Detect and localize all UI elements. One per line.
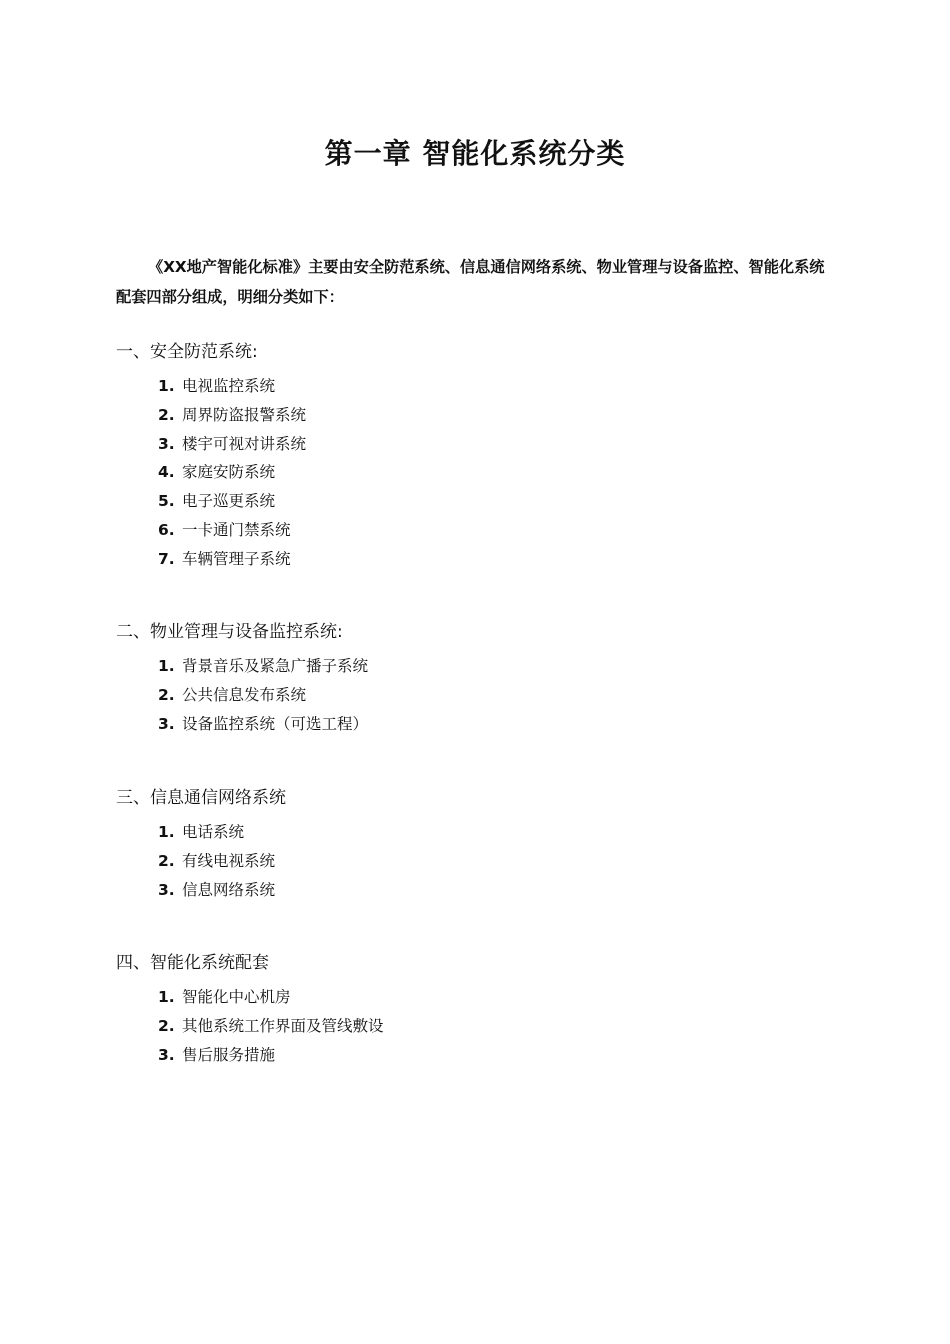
item-list: [116, 983, 836, 1069]
item-number: 1.: [158, 377, 175, 395]
list-item: [158, 516, 836, 545]
item-number: 1.: [158, 823, 175, 841]
list-item: [158, 458, 836, 487]
item-number: 2.: [158, 405, 175, 424]
item-number: 1.: [158, 988, 175, 1006]
list-item: [158, 430, 836, 459]
list-item: [158, 401, 836, 430]
item-text: 电话系统: [182, 823, 245, 841]
section-network: [116, 786, 836, 904]
item-number: 2.: [158, 1016, 175, 1035]
item-number: 2.: [158, 685, 175, 704]
item-text: 售后服务措施: [182, 1045, 276, 1064]
item-text: 其他系统工作界面及管线敷设: [182, 1016, 384, 1035]
list-item: [158, 1012, 836, 1041]
item-text: 背景音乐及紧急广播子系统: [182, 657, 369, 675]
item-list: [116, 372, 836, 574]
item-text: 周界防盗报警系统: [182, 405, 307, 424]
section-heading: 三、信息通信网络系统: [116, 788, 286, 808]
item-text: 公共信息发布系统: [182, 685, 307, 704]
item-text: 智能化中心机房: [182, 988, 291, 1006]
item-text: 一卡通门禁系统: [182, 520, 291, 539]
item-number: 6.: [158, 520, 175, 539]
item-number: 1.: [158, 657, 175, 675]
item-number: 5.: [158, 492, 175, 511]
list-item: [158, 487, 836, 516]
item-list: [116, 818, 836, 904]
list-item: [158, 545, 836, 574]
item-number: 3.: [158, 1045, 175, 1064]
section-security: [116, 340, 836, 574]
item-number: 3.: [158, 714, 175, 733]
list-item: [158, 681, 836, 710]
item-list: [116, 652, 836, 738]
section-property-management: [116, 620, 836, 738]
list-item: [158, 847, 836, 876]
item-text: 楼宇可视对讲系统: [182, 434, 307, 453]
list-item: [158, 652, 836, 681]
item-text: 电视监控系统: [182, 377, 276, 395]
list-item: [158, 1041, 836, 1070]
page-title: 第一章 智能化系统分类: [324, 137, 626, 170]
item-text: 家庭安防系统: [182, 463, 276, 482]
item-number: 3.: [158, 880, 175, 899]
section-heading: 四、智能化系统配套: [116, 953, 269, 973]
item-text: 信息网络系统: [182, 880, 276, 899]
item-number: 2.: [158, 851, 175, 870]
intro-paragraph: 《XX地产智能化标准》主要由安全防范系统、信息通信网络系统、物业管理与设备监控、智能化系统配套四部分组成，明细分类如下：: [116, 258, 825, 306]
item-number: 3.: [158, 434, 175, 453]
item-number: 4.: [158, 463, 175, 482]
item-text: 设备监控系统（可选工程）: [182, 714, 369, 733]
list-item: [158, 372, 836, 401]
item-number: 7.: [158, 549, 175, 568]
list-item: [158, 818, 836, 847]
list-item: [158, 983, 836, 1012]
section-supporting: [116, 951, 836, 1069]
section-heading: 二、物业管理与设备监控系统:: [116, 622, 343, 642]
list-item: [158, 710, 836, 739]
item-text: 电子巡更系统: [182, 492, 276, 511]
list-item: [158, 876, 836, 905]
section-heading: 一、安全防范系统:: [116, 342, 258, 362]
item-text: 有线电视系统: [182, 851, 276, 870]
item-text: 车辆管理子系统: [182, 549, 291, 568]
